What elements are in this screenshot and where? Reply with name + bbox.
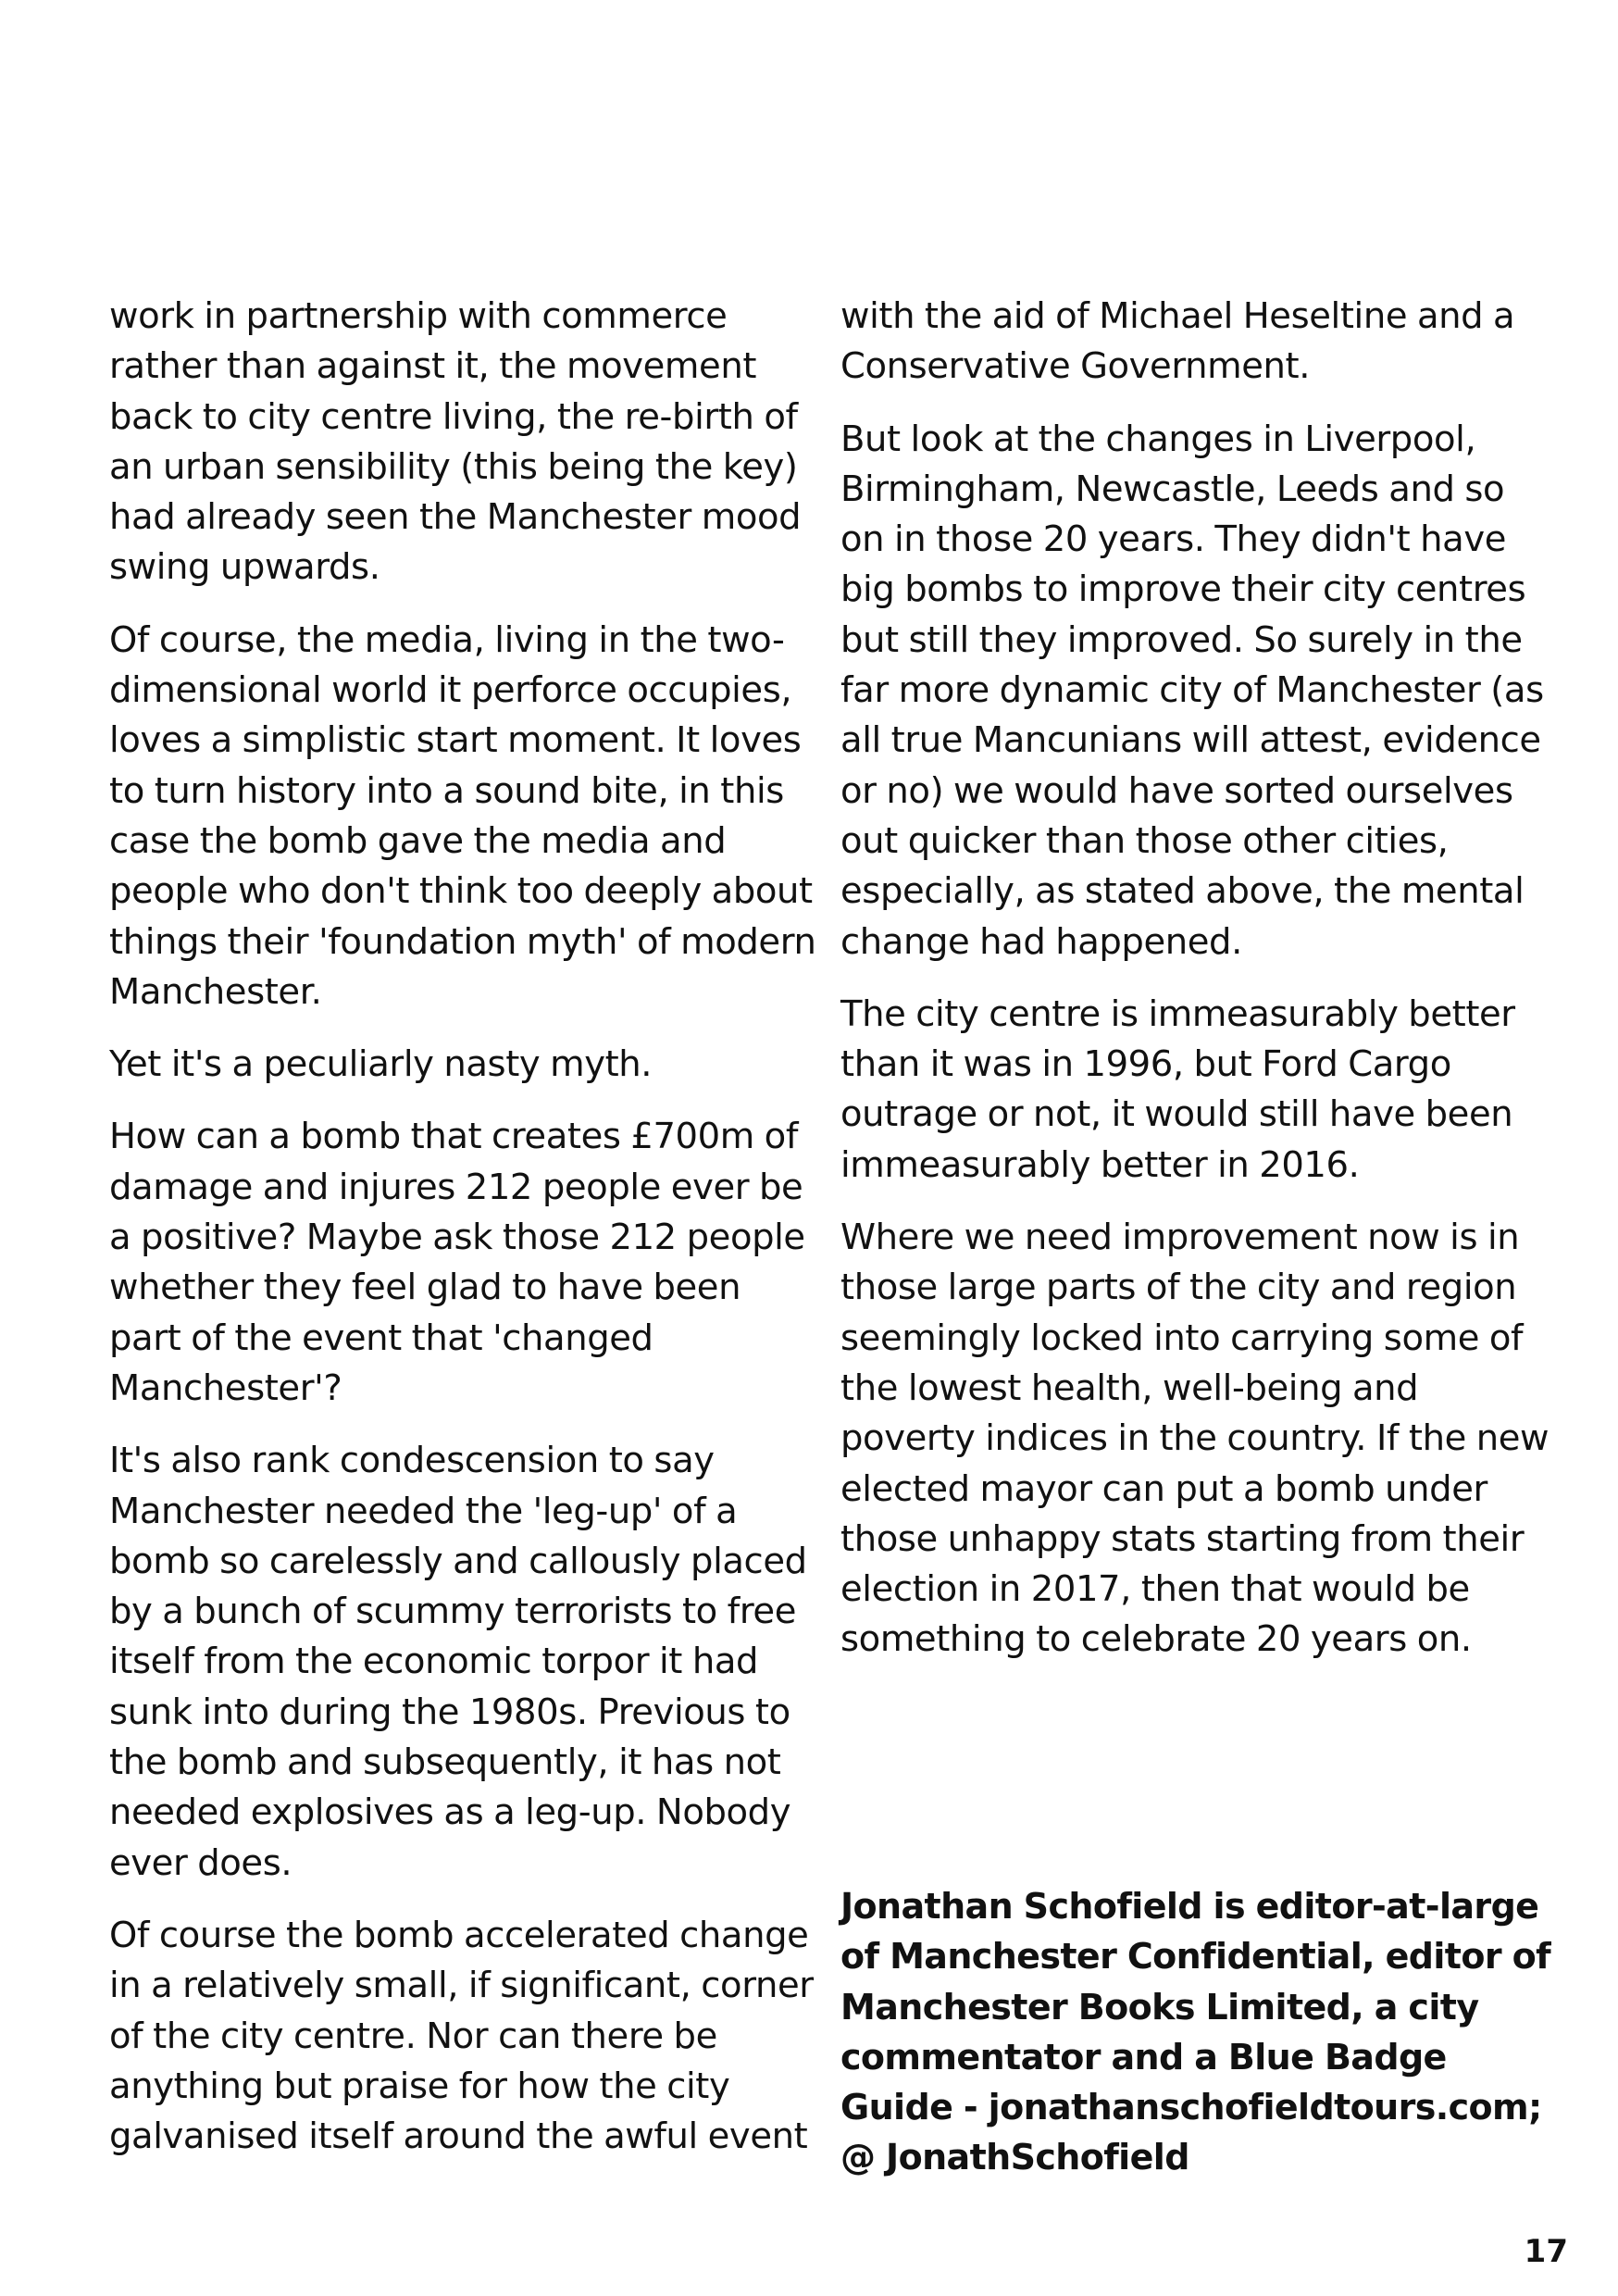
left-column	[109, 292, 822, 2184]
paragraph-left-3: Yet it's a peculiarly nasty myth.	[109, 1043, 653, 1086]
paragraph-right-3: The city centre is immeasurably better than it was in 1996, but Ford Cargo outrage or not, it would still have been immeasurably better in 2016.	[840, 992, 1515, 1186]
paragraph-right-1: with the aid of Michael Heseltine and a Conservative Government.	[840, 295, 1515, 388]
paragraph-left-5: It's also rank condescension to say Manchester needed the 'leg-up' of a bomb so carelessly and callously placed by a bunch of scummy terrorists to free itself from the economic torpor it had sunk into during the 1980s. Previous to the bomb and subsequently, it has not needed explosives as a leg-up. Nobody ever does.	[109, 1440, 807, 1884]
right-column	[840, 292, 1553, 2178]
paragraph-left-1: work in partnership with commerce rather than against it, the movement back to city centre living, the re-birth of an urban sensibility (this being the key) had already seen the Manchester mood swing upwards.	[109, 295, 802, 589]
paragraph-left-4: How can a bomb that creates £700m of damage and injures 212 people ever be a positive? Maybe ask those 212 people whether they feel glad to have been part of the event that 'changed Manchester'?	[109, 1116, 805, 1409]
paragraph-right-4: Where we need improvement now is in those large parts of the city and region seemingly locked into carrying some of the lowest health, well-being and poverty indices in the country. If the new elected mayor can put a bomb under those unhappy stats starting from their election in 2017, then that would be something to celebrate 20 years on.	[840, 1217, 1550, 1661]
page-number: 17	[1524, 2233, 1568, 2270]
paragraph-left-6: Of course the bomb accelerated change in a relatively small, if significant, corner of the city centre. Nor can there be anything but praise for how the city galvanised itself around the awful event	[109, 1914, 814, 2158]
author-bio: Jonathan Schofield is editor-at-large of Manchester Confidential, editor of Manchester Books Limited, a city commentator and a Blue Badge Guide - jonathanschofieldtours.com; @ JonathSchofield	[840, 1886, 1551, 2178]
paragraph-left-2: Of course, the media, living in the two-dimensional world it perforce occupies, loves a simplistic start moment. It loves to turn history into a sound bite, in this case the bomb gave the media and people who don't think too deeply about things their 'foundation myth' of modern Manchester.	[109, 618, 816, 1013]
paragraph-right-2: But look at the changes in Liverpool, Birmingham, Newcastle, Leeds and so on in those 20 years. They didn't have big bombs to improve their city centres but still they improved. So surely in the far more dynamic city of Manchester (as all true Mancunians will attest, evidence or no) we would have sorted ourselves out quicker than those other cities, especially, as stated above, the mental change had happened.	[840, 418, 1544, 963]
